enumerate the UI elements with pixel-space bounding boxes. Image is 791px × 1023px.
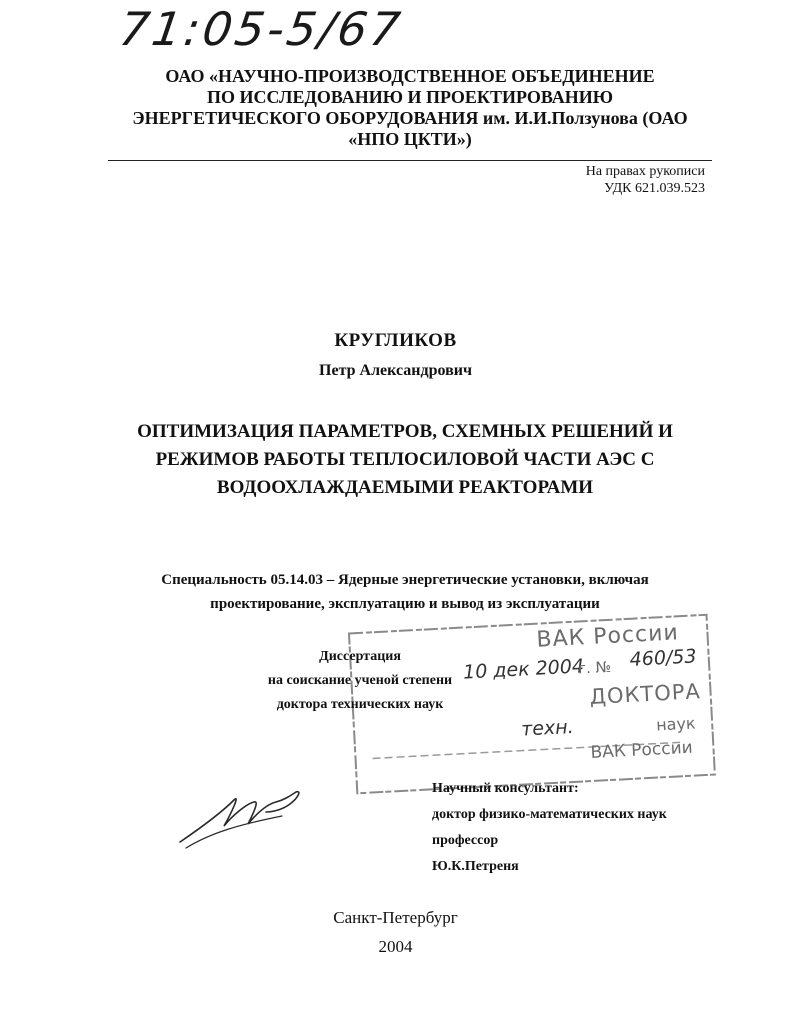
- title-line: ВОДООХЛАЖДАЕМЫМИ РЕАКТОРАМИ: [216, 477, 594, 498]
- specialty: [100, 568, 710, 616]
- manuscript-note: На правах рукописи: [585, 164, 705, 179]
- consultant-rank: профессор: [432, 833, 499, 848]
- stamp-degree: ДОКТОРА: [589, 679, 702, 709]
- consultant-heading: Научный консультант:: [432, 781, 579, 796]
- stamp-footer: ВАК России: [590, 737, 694, 764]
- organization-line: ПО ИССЛЕДОВАНИЮ И ПРОЕКТИРОВАНИЮ: [207, 87, 613, 107]
- dissertation-line: на соискание ученой степени: [267, 673, 453, 688]
- author-given-names: Петр Александрович: [319, 362, 472, 379]
- scientific-consultant: [432, 776, 667, 880]
- handwritten-signature: [172, 782, 312, 852]
- author-surname: КРУГЛИКОВ: [334, 330, 457, 351]
- organization-header: [110, 66, 710, 150]
- udc-code: УДК 621.039.523: [604, 181, 705, 196]
- stamp-number: 460/53: [629, 645, 698, 671]
- dissertation-info: [220, 645, 500, 717]
- consultant-name: Ю.К.Петреня: [432, 859, 519, 874]
- specialty-line: проектирование, эксплуатацию и вывод из эксплуатации: [210, 596, 600, 612]
- organization-line: ОАО «НАУЧНО-ПРОИЗВОДСТВЕННОЕ ОБЪЕДИНЕНИЕ: [165, 66, 655, 86]
- city: Санкт-Петербург: [333, 908, 458, 927]
- manuscript-rights: [586, 163, 705, 197]
- title-line: ОПТИМИЗАЦИЯ ПАРАМЕТРОВ, СХЕМНЫХ РЕШЕНИЙ И: [137, 421, 673, 442]
- stamp-field: техн.: [520, 715, 575, 741]
- specialty-line: Специальность 05.14.03 – Ядерные энергетические установки, включая: [161, 572, 649, 588]
- dissertation-line: Диссертация: [319, 649, 401, 664]
- title-line: РЕЖИМОВ РАБОТЫ ТЕПЛОСИЛОВОЙ ЧАСТИ АЭС С: [155, 449, 655, 470]
- header-divider: [108, 160, 712, 161]
- stamp-header: ВАК России: [535, 620, 680, 653]
- dissertation-line: доктора технических наук: [276, 697, 444, 712]
- organization-line: ЭНЕРГЕТИЧЕСКОГО ОБОРУДОВАНИЯ им. И.И.Ползунова (ОАО: [132, 108, 688, 128]
- organization-line: «НПО ЦКТИ»): [348, 129, 472, 149]
- consultant-degree: доктор физико-математических наук: [432, 807, 667, 822]
- stamp-field-suffix: наук: [655, 713, 697, 735]
- year: 2004: [378, 937, 413, 956]
- archive-code: 71:05-5/67: [116, 2, 407, 56]
- stamp-number-prefix: г. №: [577, 657, 612, 678]
- stamp-date: 10 дек 2004: [462, 655, 585, 684]
- thesis-title: [100, 418, 710, 502]
